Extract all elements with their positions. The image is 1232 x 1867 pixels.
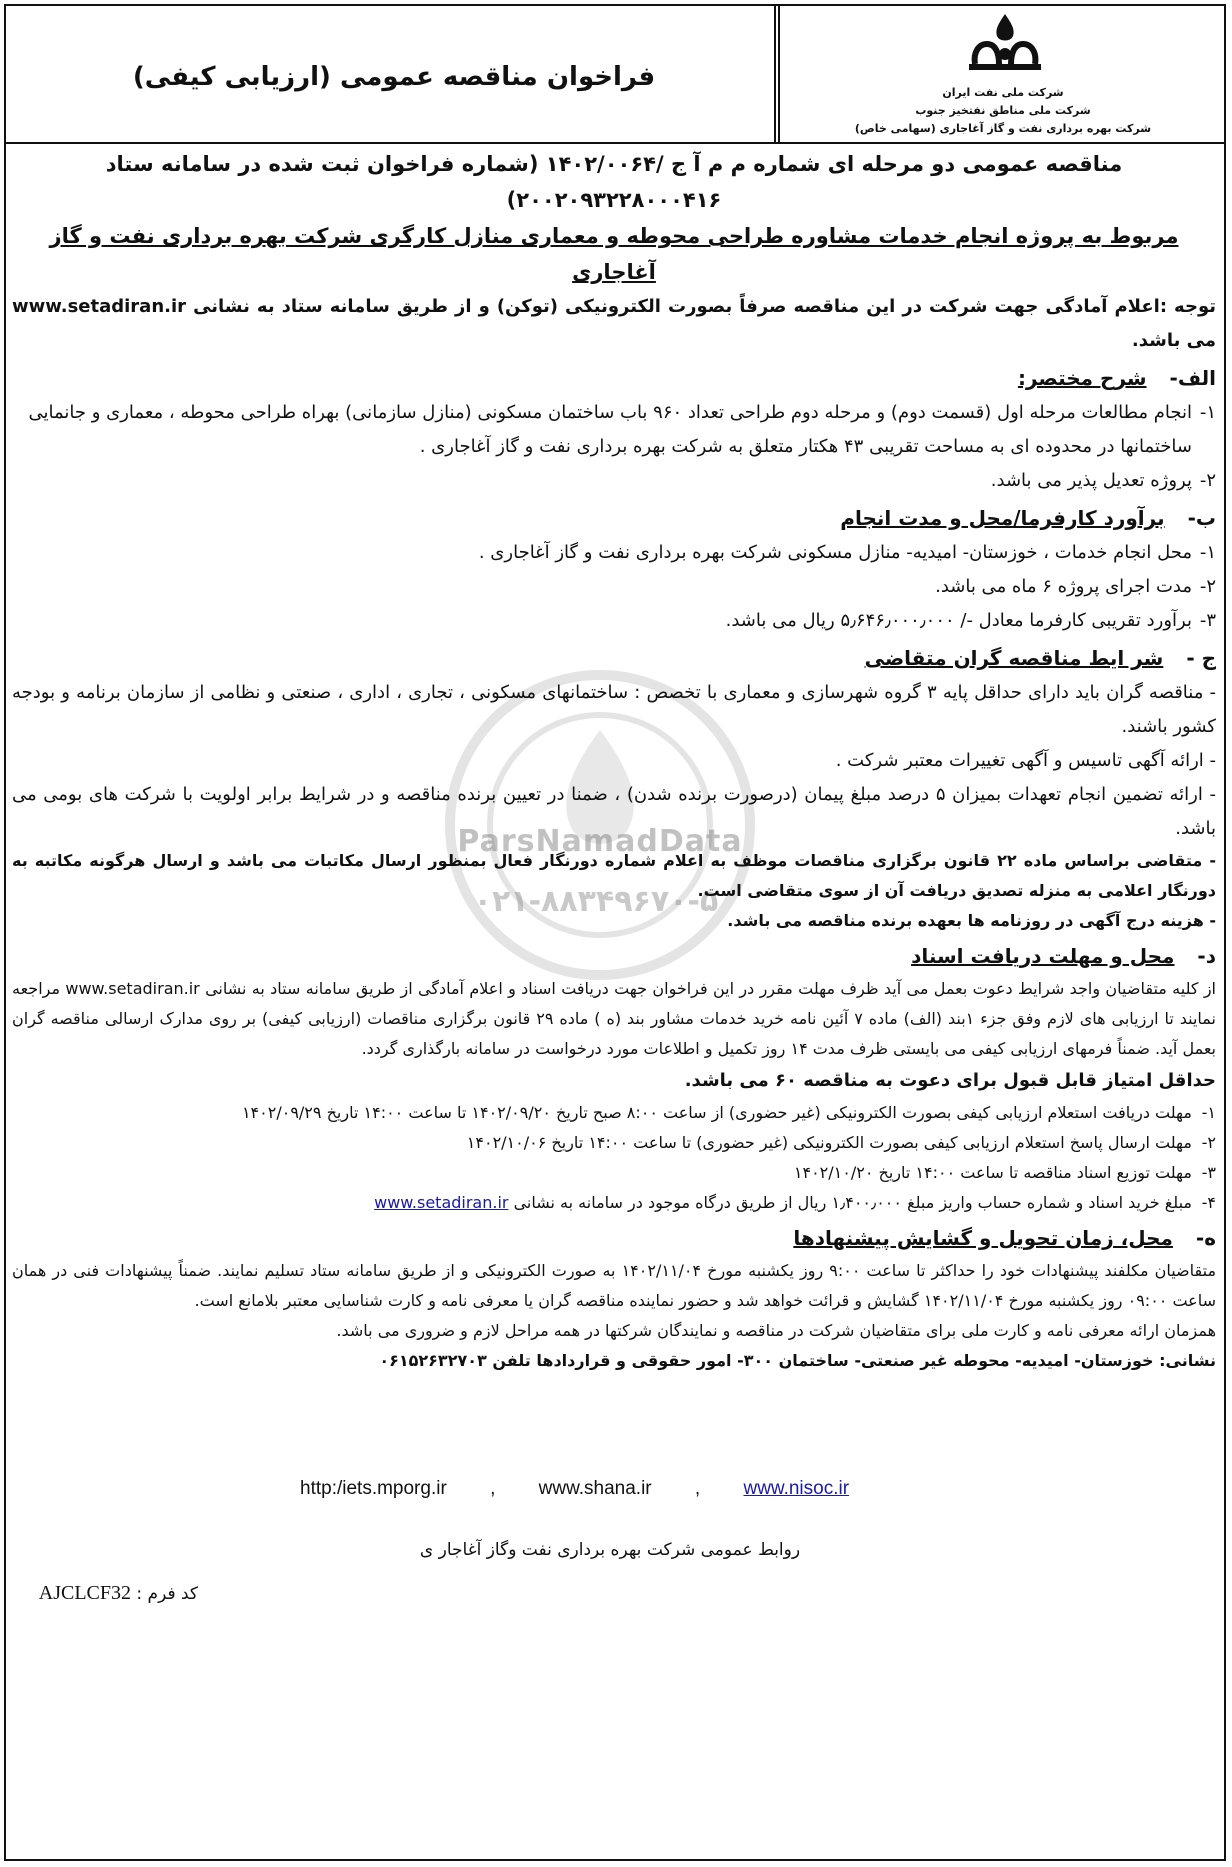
watermark-phone: ۰۲۱-۸۸۳۴۹۶۷۰-۵ [473,884,719,919]
deadline-item [12,1158,1216,1188]
nioc-logo-icon [965,12,1045,74]
form-code-label: کد فرم : [136,1584,198,1604]
project-title-line: مربوط به پروژه انجام خدمات مشاوره طراحی محوطه و معماری منازل کارگری شرکت بهره برداری نفت و گاز آغاجاری [49,224,1179,284]
company-line-2: شرکت ملی مناطق نفتخیز جنوب [915,104,1091,117]
separator: , [694,1478,701,1499]
section-a-title: شرح مختصر: [1017,366,1147,390]
section-d-label: د- [1197,944,1216,968]
section-b-item [12,570,1216,604]
section-a-item [12,396,1216,464]
id-requirement: همزمان ارائه معرفی نامه و کارت ملی برای متقاضیان شرکت در مناقصه و نمایندگان شرکتها در همه مراحل لازم و ضروری می باشد. [336,1321,1216,1340]
section-e-label: ه- [1195,1226,1216,1250]
section-a-label: الف- [1169,366,1216,390]
item-text: انجام مطالعات مرحله اول (قسمت دوم) و مرحله دوم طراحی تعداد ۹۶۰ باب ساختمان مسکونی (منازل سازمانی) بهراه طراحی محوطه ، معماری و جانمایی ساختمانها در محدوده ای به مساحت تقریبی ۴۳ هکتار متعلق به شرکت بهره برداری نفت و گاز آغاجاری . [28,402,1192,457]
section-a-heading [12,360,1216,396]
setadiran-link[interactable]: www.setadiran.ir [374,1193,509,1212]
section-b-item [12,536,1216,570]
item-number: ۲- [1199,470,1216,491]
section-c-label: ج - [1186,646,1216,670]
section-b-label: ب- [1187,506,1216,530]
item-number: ۲- [1201,1133,1216,1152]
section-b-title: برآورد کارفرما/محل و مدت انجام [840,506,1165,530]
notice-body [12,146,1216,1376]
company-line-3: شرکت بهره برداری نفت و گاز آغاجاری (سهامی خاص) [854,122,1152,135]
item-text: پروژه تعدیل پذیر می باشد. [990,470,1192,491]
nisoc-link[interactable]: www.nisoc.ir [743,1478,850,1499]
item-number: ۳- [1201,1163,1216,1182]
section-a-item [12,464,1216,498]
watermark-brand: ParsNamadData [457,824,743,859]
separator: , [490,1478,496,1499]
deadline-item [12,1128,1216,1158]
public-relations-signature: روابط عمومی شرکت بهره برداری نفت وگاز آغاجار ی [419,1540,801,1560]
minimum-score: حداقل امتیاز قابل قبول برای دعوت به مناقصه ۶۰ می باشد. [684,1070,1216,1091]
item-number: ۳- [1199,610,1216,631]
section-c-heading [12,640,1216,676]
address-line: نشانی: خوزستان- امیدیه- محوطه غیر صنعتی- ساختمان ۳۰۰- امور حقوقی و قراردادها تلفن ۰۶۱۵۲۶۳۲۷۰۳ [379,1351,1216,1370]
company-logo-block [780,4,1226,142]
section-e-heading [12,1220,1216,1256]
header [4,4,1226,144]
item-number: ۱- [1199,402,1216,423]
condition-item: - مناقصه گران باید دارای حداقل پایه ۳ گروه شهرسازی و معماری با تخصص : ساختمانهای مسکونی ، تجاری ، اداری ، صنعتی و نظامی از سازمان برنامه و بودجه کشور باشند. [12,682,1216,737]
condition-item: - ارائه تضمین انجام تعهدات بمیزان ۵ درصد مبلغ پیمان (درصورت برنده شدن) ، ضمنا در تعیین برنده مناقصه و در شرایط برابر اولویت با شرکت های بومی می باشد. [12,784,1217,839]
shana-link[interactable]: www.shana.ir [538,1478,652,1499]
electronic-notice: توجه :اعلام آمادگی جهت شرکت در این مناقصه صرفاً بصورت الکترونیکی (توکن) و از طریق سامانه ستاد به نشانی www.setadiran.ir می باشد. [12,296,1216,351]
condition-item: - متقاضی براساس ماده ۲۲ قانون برگزاری مناقصات موظف به اعلام شماره دورنگار فعال بمنظور ارسال مکاتبات می باشد و ارسال هرگونه مکاتبه به دورنگار اعلامی به منزله تصدیق دریافت آن از سوی متقاضی است. [12,851,1216,900]
form-code-value: AJCLCF32 [38,1582,131,1604]
company-line-1: شرکت ملی نفت ایران [942,86,1064,99]
deadline-item [12,1188,1216,1218]
submission-paragraph: متقاضیان مکلفند پیشنهادات خود را حداکثر تا ساعت ۹:۰۰ روز یکشنبه مورخ ۱۴۰۲/۱۱/۰۴ به صورت الکترونیکی و از طریق سامانه ستاد تسلیم نمایند. ضمناً پیشنهادات فنی در همان ساعت ۰۹:۰۰ روز یکشنبه مورخ ۱۴۰۲/۱۱/۰۴ گشایش و قرائت خواهد شد و حضور نماینده مناقصه گران یا معرفی نامه و کارت شناسایی معتبر بلامانع است. [12,1261,1217,1310]
item-number: ۲- [1199,576,1216,597]
item-number: ۱- [1201,1103,1216,1122]
item-text: برآورد تقریبی کارفرما معادل -/ ۵٫۶۴۶٫۰۰۰٫۰۰۰ ریال می باشد. [725,610,1192,631]
section-d-heading [12,938,1216,974]
form-code [18,1582,198,1605]
section-d-title: محل و مهلت دریافت اسناد [911,944,1175,968]
item-number: ۱- [1199,542,1216,563]
section-c-title: شر ایط مناقصه گران متقاضی [864,646,1164,670]
item-text: مهلت ارسال پاسخ استعلام ارزیابی کیفی بصورت الکترونیکی (غیر حضوری) تا ساعت ۱۴:۰۰ تاریخ ۱۴۰۲/۱۰/۰۶ [466,1133,1192,1152]
documents-paragraph: از کلیه متقاضیان واجد شرایط دعوت بعمل می آید ظرف مهلت مقرر در این فراخوان جهت دریافت اسناد و اعلام آمادگی از طریق سامانه ستاد به نشانی www.setadiran.ir مراجعه نمایند تا ارزیابی های لازم وفق جزء ۱بند (الف) ماده ۷ آئین نامه خرید خدمات مشاور بند (ه ) ماده ۲۹ قانون برگزاری مناقصات (ارزیابی کیفی) بر روی مدارک ارسالی مناقصه گران بعمل آید. ضمناً فرمهای ارزیابی کیفی می بایستی ظرف مدت ۱۴ روز تکمیل و اطلاعات مورد درخواست در سامانه بارگذاری گردد. [12,979,1217,1058]
links-row [300,1478,940,1500]
notice-title: فراخوان مناقصه عمومی (ارزیابی کیفی) [132,62,656,92]
item-text: مهلت دریافت استعلام ارزیابی کیفی بصورت الکترونیکی (غیر حضوری) از ساعت ۸:۰۰ صبح تاریخ ۱۴۰۲/۰۹/۲۰ تا ساعت ۱۴:۰۰ تاریخ ۱۴۰۲/۰۹/۲۹ [241,1103,1192,1122]
item-number: ۴- [1201,1193,1216,1212]
iets-link[interactable]: http:/iets.mporg.ir [300,1478,447,1499]
tender-number-line: مناقصه عمومی دو مرحله ای شماره م م آ ج /۱۴۰۲/۰۰۶۴ (شماره فراخوان ثبت شده در سامانه ستاد ۲۰۰۲۰۹۳۲۲۸۰۰۰۴۱۶) [105,152,1123,212]
section-b-heading [12,500,1216,536]
item-text: مدت اجرای پروژه ۶ ماه می باشد. [935,576,1192,597]
item-text: مبلغ خرید اسناد و شماره حساب واریز مبلغ ۱٫۴۰۰٫۰۰۰ ریال از طریق درگاه موجود در سامانه به نشانی [513,1193,1192,1212]
item-text: مهلت توزیع اسناد مناقصه تا ساعت ۱۴:۰۰ تاریخ ۱۴۰۲/۱۰/۲۰ [793,1163,1192,1182]
section-b-item [12,604,1216,638]
item-text: محل انجام خدمات ، خوزستان- امیدیه- منازل مسکونی شرکت بهره برداری نفت و گاز آغاجاری . [478,542,1192,563]
condition-item: - ارائه آگهی تاسیس و آگهی تغییرات معتبر شرکت . [835,750,1216,771]
section-e-title: محل، زمان تحویل و گشایش پیشنهادها [793,1226,1173,1250]
condition-item: - هزینه درج آگهی در روزنامه ها بعهده برنده مناقصه می باشد. [727,911,1216,930]
deadline-item [12,1098,1216,1128]
